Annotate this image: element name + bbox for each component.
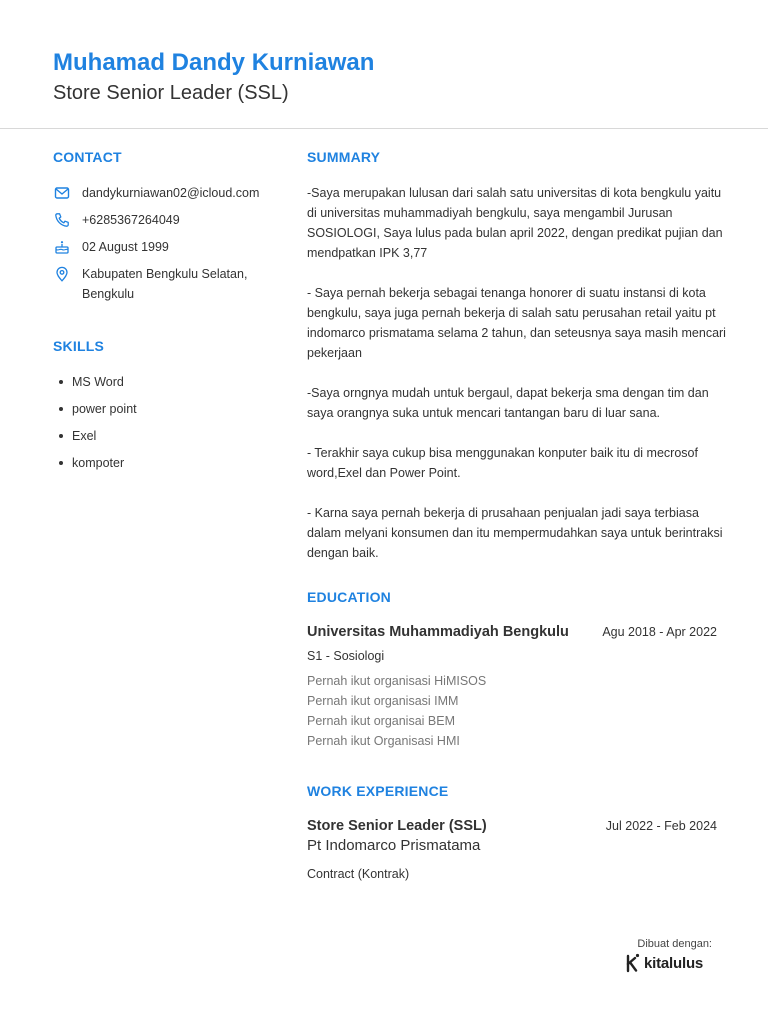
education-dates: Agu 2018 - Apr 2022 <box>602 625 717 639</box>
skill-item <box>59 426 137 446</box>
work-company: Pt Indomarco Prismatama <box>307 837 481 854</box>
summary-paragraph: - Terakhir saya cukup bisa menggunakan konputer baik itu di mecrosof word,Exel dan Power Point. <box>307 446 698 480</box>
skill-item <box>59 453 137 473</box>
skill-label: MS Word <box>72 375 124 389</box>
work-entry <box>307 818 717 881</box>
phone-icon <box>53 210 71 230</box>
work-position: Store Senior Leader (SSL) <box>307 818 487 834</box>
header-divider <box>0 128 768 129</box>
email-icon <box>53 183 71 203</box>
summary-heading: SUMMARY <box>307 149 381 165</box>
summary-paragraph: - Karna saya pernah bekerja di prusahaan penjualan jadi saya terbiasa dalam melyani konsumen dan itu mempermudahkan saya untuk berintraksi dengan baik. <box>307 506 723 560</box>
school-name: Universitas Muhammadiyah Bengkulu <box>307 624 569 640</box>
work-dates: Jul 2022 - Feb 2024 <box>605 819 717 833</box>
degree: S1 - Sosiologi <box>307 649 385 663</box>
skills-list <box>59 372 137 480</box>
summary-paragraph: -Saya merupakan lulusan dari salah satu universitas di kota bengkulu yaitu di universitas muhammadiyah bengkulu, saya mengambil Jurusan SOSIOLOGI, Saya lulus pada bulan april 2022, dengan predikat pujian dan mendpatkan IPK 3,77 <box>307 186 723 260</box>
skill-label: power point <box>72 402 137 416</box>
candidate-name: Muhamad Dandy Kurniawan <box>53 49 375 76</box>
education-note: Pernah ikut organisasi HiMISOS <box>307 674 487 688</box>
education-notes <box>307 671 717 751</box>
cake-icon <box>53 237 71 257</box>
skill-label: Exel <box>72 429 97 443</box>
contact-list <box>53 183 273 311</box>
work-heading: WORK EXPERIENCE <box>307 783 449 799</box>
work-type: Contract (Kontrak) <box>307 867 410 881</box>
education-entry <box>307 624 717 751</box>
education-note: Pernah ikut organisai BEM <box>307 714 455 728</box>
address-line-2: Bengkulu <box>82 287 135 301</box>
skills-heading: SKILLS <box>53 338 104 354</box>
location-pin-icon <box>53 264 71 284</box>
resume-header <box>53 48 374 106</box>
contact-address <box>53 264 273 304</box>
contact-heading: CONTACT <box>53 149 122 165</box>
address-line-1: Kabupaten Bengkulu Selatan, <box>82 267 248 281</box>
education-heading: EDUCATION <box>307 589 391 605</box>
bullet-icon <box>59 434 63 438</box>
footer-credit <box>624 938 724 974</box>
education-note: Pernah ikut organisasi IMM <box>307 694 459 708</box>
skill-item <box>59 399 137 419</box>
bullet-icon <box>59 380 63 384</box>
made-with-label: Dibuat dengan: <box>637 938 712 950</box>
bullet-icon <box>59 407 63 411</box>
phone-text: +6285367264049 <box>82 213 180 227</box>
skill-label: kompoter <box>72 456 125 470</box>
summary-paragraph: - Saya pernah bekerja sebagai tenanga honorer di suatu instansi di kota bengkulu, saya juga pernah bekerja di salah satu perusahan retail yaitu pt indomarco prismatama selama 2 tahun, dan seteusnya saya masih mencari pekerjaan <box>307 286 726 360</box>
kitalulus-logo-icon <box>624 952 642 974</box>
email-text: dandykurniawan02@icloud.com <box>82 186 260 200</box>
candidate-title: Store Senior Leader (SSL) <box>53 82 289 104</box>
address-text <box>82 264 247 304</box>
contact-phone <box>53 210 273 230</box>
skill-item <box>59 372 137 392</box>
bullet-icon <box>59 461 63 465</box>
birthday-text: 02 August 1999 <box>82 240 169 254</box>
kitalulus-brand <box>624 952 724 974</box>
summary-paragraph: -Saya orngnya mudah untuk bergaul, dapat bekerja sma dengan tim dan saya orangnya suka untuk mencari tantangan baru di luar sana. <box>307 386 709 420</box>
education-note: Pernah ikut Organisasi HMI <box>307 734 460 748</box>
contact-email <box>53 183 273 203</box>
summary-body <box>307 183 727 583</box>
contact-birthday <box>53 237 273 257</box>
brand-name: kitalulus <box>644 954 704 972</box>
